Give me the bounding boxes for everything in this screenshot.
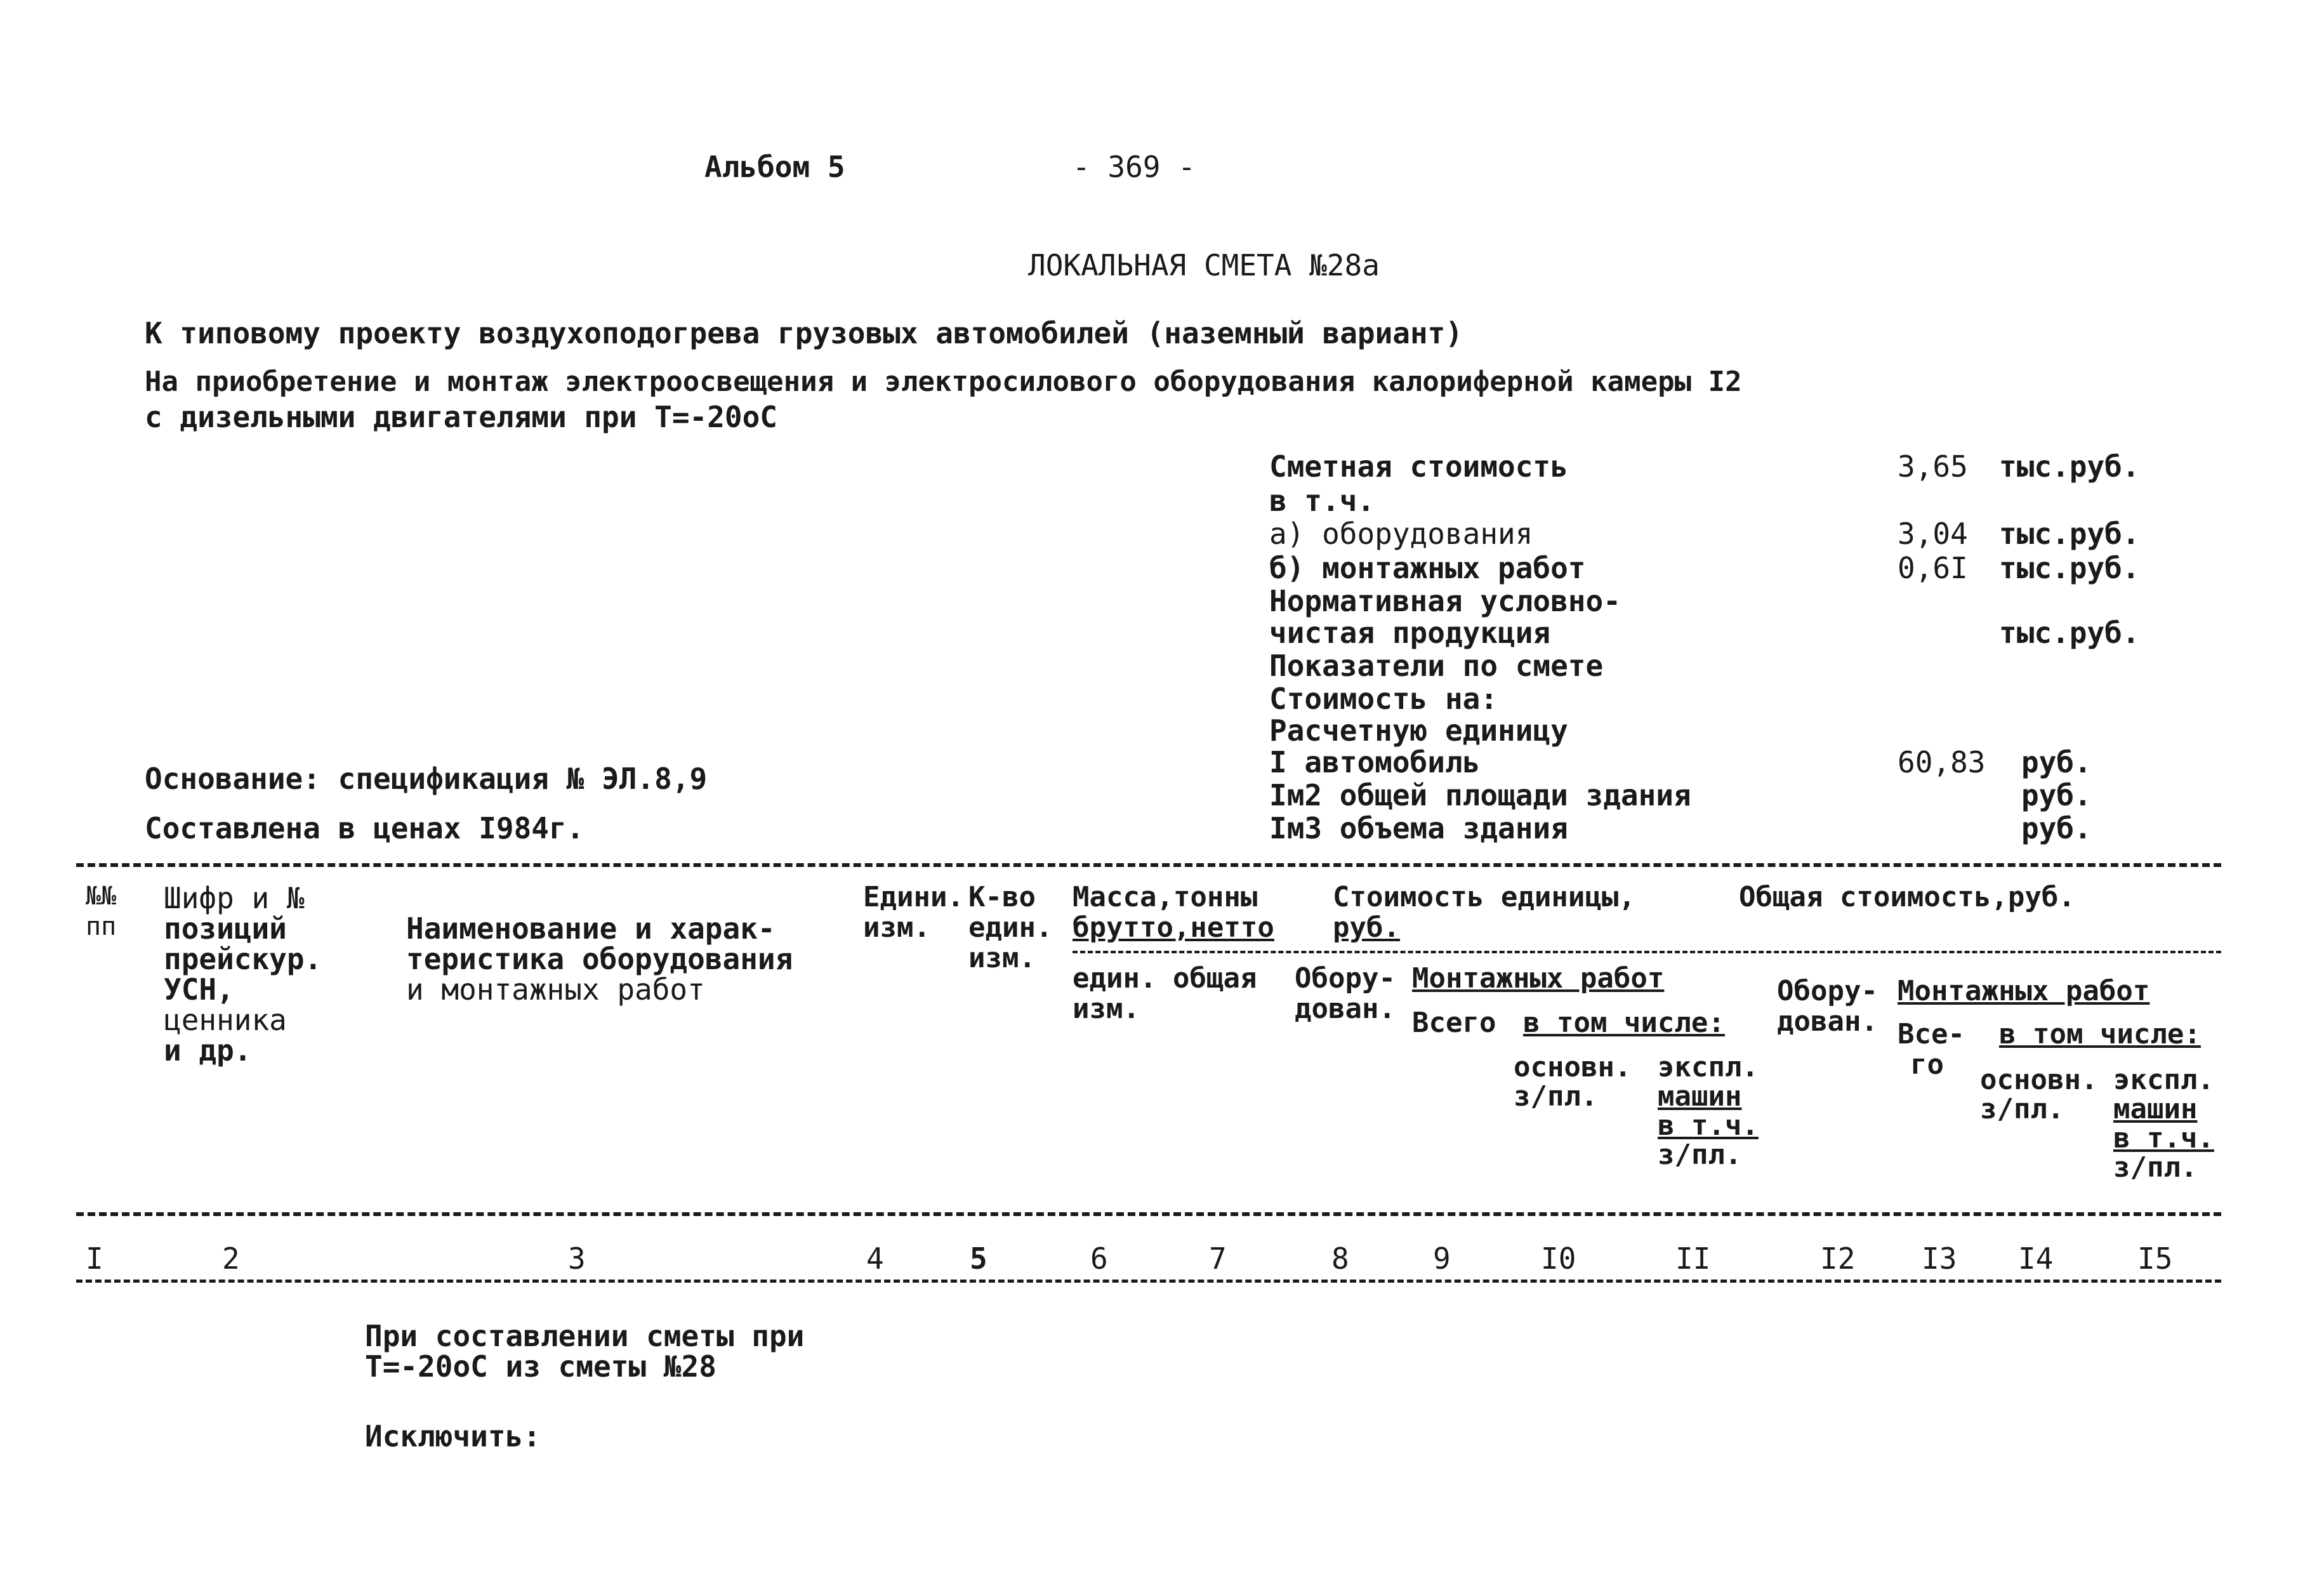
col2-line-3: УСН,: [164, 972, 234, 1007]
mount-works-label: Монтажных работ: [1412, 962, 1665, 995]
col2-line-5: и др.: [164, 1033, 252, 1068]
col4-line-1: изм.: [863, 911, 930, 944]
col-number: I5: [2137, 1241, 2173, 1276]
col5-line-0: К-во: [968, 881, 1036, 913]
mounting-value: 0,6I: [1898, 551, 1968, 585]
m3-unit: руб.: [2021, 811, 2092, 845]
mounting-unit: тыс.руб.: [1999, 551, 2140, 585]
subtitle-conditions: с дизельными двигателями при Т=-20оС: [145, 400, 777, 434]
equipment-value: 3,04: [1898, 517, 1968, 551]
machines-total-3: в т.ч.: [2113, 1122, 2214, 1154]
basic-wage-label-1: основн.: [1514, 1051, 1632, 1083]
col7-label: общая: [1173, 962, 1257, 995]
equipment-unit: тыс.руб.: [1999, 517, 2140, 551]
total-cost-label: Общая стоимость,руб.: [1739, 881, 2075, 913]
incl-label: в т.ч.: [1269, 484, 1375, 518]
m2-label: Iм2 общей площади здания: [1269, 778, 1691, 812]
header-subdivider: [1073, 951, 2221, 953]
calc-unit-label: Расчетную единицу: [1269, 713, 1568, 748]
unit-cost-label: Стоимость единицы,: [1333, 881, 1635, 913]
note-line-2: Т=-20оС из сметы №28: [365, 1349, 716, 1384]
car-value: 60,83: [1898, 745, 1986, 779]
col2-line-2: прейскур.: [164, 942, 322, 976]
col-number: 3: [568, 1241, 586, 1276]
col-number: I0: [1541, 1241, 1576, 1276]
basic-wage-total-1: основн.: [1980, 1064, 2098, 1096]
equip-label-2: дован.: [1295, 993, 1396, 1025]
col1-label-b: пп: [86, 912, 117, 941]
col6-line-1: изм.: [1073, 993, 1140, 1025]
cost-unit: тыс.руб.: [1999, 449, 2140, 484]
col-number: 8: [1331, 1241, 1349, 1276]
col-number: I3: [1922, 1241, 1957, 1276]
col-number: I: [86, 1241, 103, 1276]
basis-line: Основание: спецификация № ЭЛ.8,9: [145, 762, 708, 796]
basic-wage-total-2: з/пл.: [1980, 1093, 2064, 1125]
col-number: 5: [970, 1241, 987, 1276]
divider-numbers: [76, 1280, 2221, 1283]
norm-label-2: чистая продукция: [1269, 616, 1551, 650]
cost-for-label: Стоимость на:: [1269, 682, 1498, 716]
total-all-label-2: го: [1910, 1048, 1944, 1081]
col4-line-0: Едини.: [863, 881, 964, 913]
mount-incl-label-2: в том числе:: [1999, 1018, 2201, 1050]
col-number: I4: [2018, 1241, 2054, 1276]
page-number: - 369 -: [1073, 150, 1196, 184]
machines-label-2: машин: [1658, 1080, 1742, 1113]
subtitle-purpose: На приобретение и монтаж электроосвещения и электросилового оборудования калориферной камеры I2: [145, 366, 1742, 398]
col2-line-1: позиций: [164, 911, 287, 946]
unit-cost-rub: руб.: [1333, 911, 1400, 944]
mount-incl-label: в том числе:: [1523, 1007, 1725, 1039]
equip-total-label-1: Обору-: [1777, 975, 1878, 1007]
page-title: ЛОКАЛЬНАЯ СМЕТА №28а: [1028, 248, 1380, 282]
basic-wage-label-2: з/пл.: [1514, 1080, 1598, 1113]
note-line-1: При составлении сметы при: [365, 1319, 805, 1353]
machines-total-2: машин: [2113, 1093, 2198, 1125]
machines-label-1: экспл.: [1658, 1051, 1759, 1083]
norm-unit: тыс.руб.: [1999, 616, 2140, 650]
mount-total-label: Всего: [1412, 1007, 1496, 1039]
col2-line-4: ценника: [164, 1003, 287, 1037]
col-number: 6: [1090, 1241, 1108, 1276]
col-number: 2: [222, 1241, 240, 1276]
norm-label-1: Нормативная условно-: [1269, 584, 1621, 618]
equip-label-1: Обору-: [1295, 962, 1396, 995]
car-unit: руб.: [2021, 745, 2092, 779]
car-label: I автомобиль: [1269, 745, 1481, 779]
col-number: 9: [1433, 1241, 1451, 1276]
equipment-label: а) оборудования: [1269, 517, 1533, 551]
exclude-label: Исключить:: [365, 1419, 541, 1453]
subtitle-project: К типовому проекту воздухоподогрева грузовых автомобилей (наземный вариант): [145, 316, 1463, 350]
indicators-label: Показатели по смете: [1269, 649, 1604, 683]
cost-label: Сметная стоимость: [1269, 449, 1568, 484]
col-number: 7: [1209, 1241, 1227, 1276]
col6-line-0: един.: [1073, 962, 1157, 995]
divider-header-bottom: [76, 1212, 2221, 1216]
prices-line: Составлена в ценах I984г.: [145, 811, 584, 845]
col5-line-1: един.: [968, 911, 1053, 944]
mass-label: Масса,тонны: [1073, 881, 1258, 913]
mass-label-2: брутто,нетто: [1073, 911, 1274, 944]
machines-total-1: экспл.: [2113, 1064, 2214, 1096]
divider-top: [76, 863, 2221, 867]
album-label: Альбом 5: [704, 150, 845, 184]
total-all-label-1: Все-: [1898, 1018, 1965, 1050]
col-number: 4: [866, 1241, 884, 1276]
m3-label: Iм3 объема здания: [1269, 811, 1568, 845]
col3-line-0: Наименование и харак-: [406, 911, 776, 946]
col5-line-2: изм.: [968, 942, 1036, 974]
col-number: I2: [1820, 1241, 1856, 1276]
col3-line-1: теристика оборудования: [406, 942, 793, 976]
col-number: II: [1675, 1241, 1711, 1276]
m2-unit: руб.: [2021, 778, 2092, 812]
machines-label-3: в т.ч.: [1658, 1109, 1759, 1142]
mount-works-total-label: Монтажных работ: [1898, 975, 2150, 1007]
col1-label-a: №№: [86, 882, 117, 911]
equip-total-label-2: дован.: [1777, 1005, 1878, 1038]
col3-line-2: и монтажных работ: [406, 972, 705, 1007]
cost-value: 3,65: [1898, 449, 1968, 484]
mounting-label: б) монтажных работ: [1269, 551, 1586, 585]
col2-line-0: Шифр и №: [164, 881, 305, 915]
machines-label-4: з/пл.: [1658, 1139, 1742, 1171]
machines-total-4: з/пл.: [2113, 1151, 2198, 1184]
